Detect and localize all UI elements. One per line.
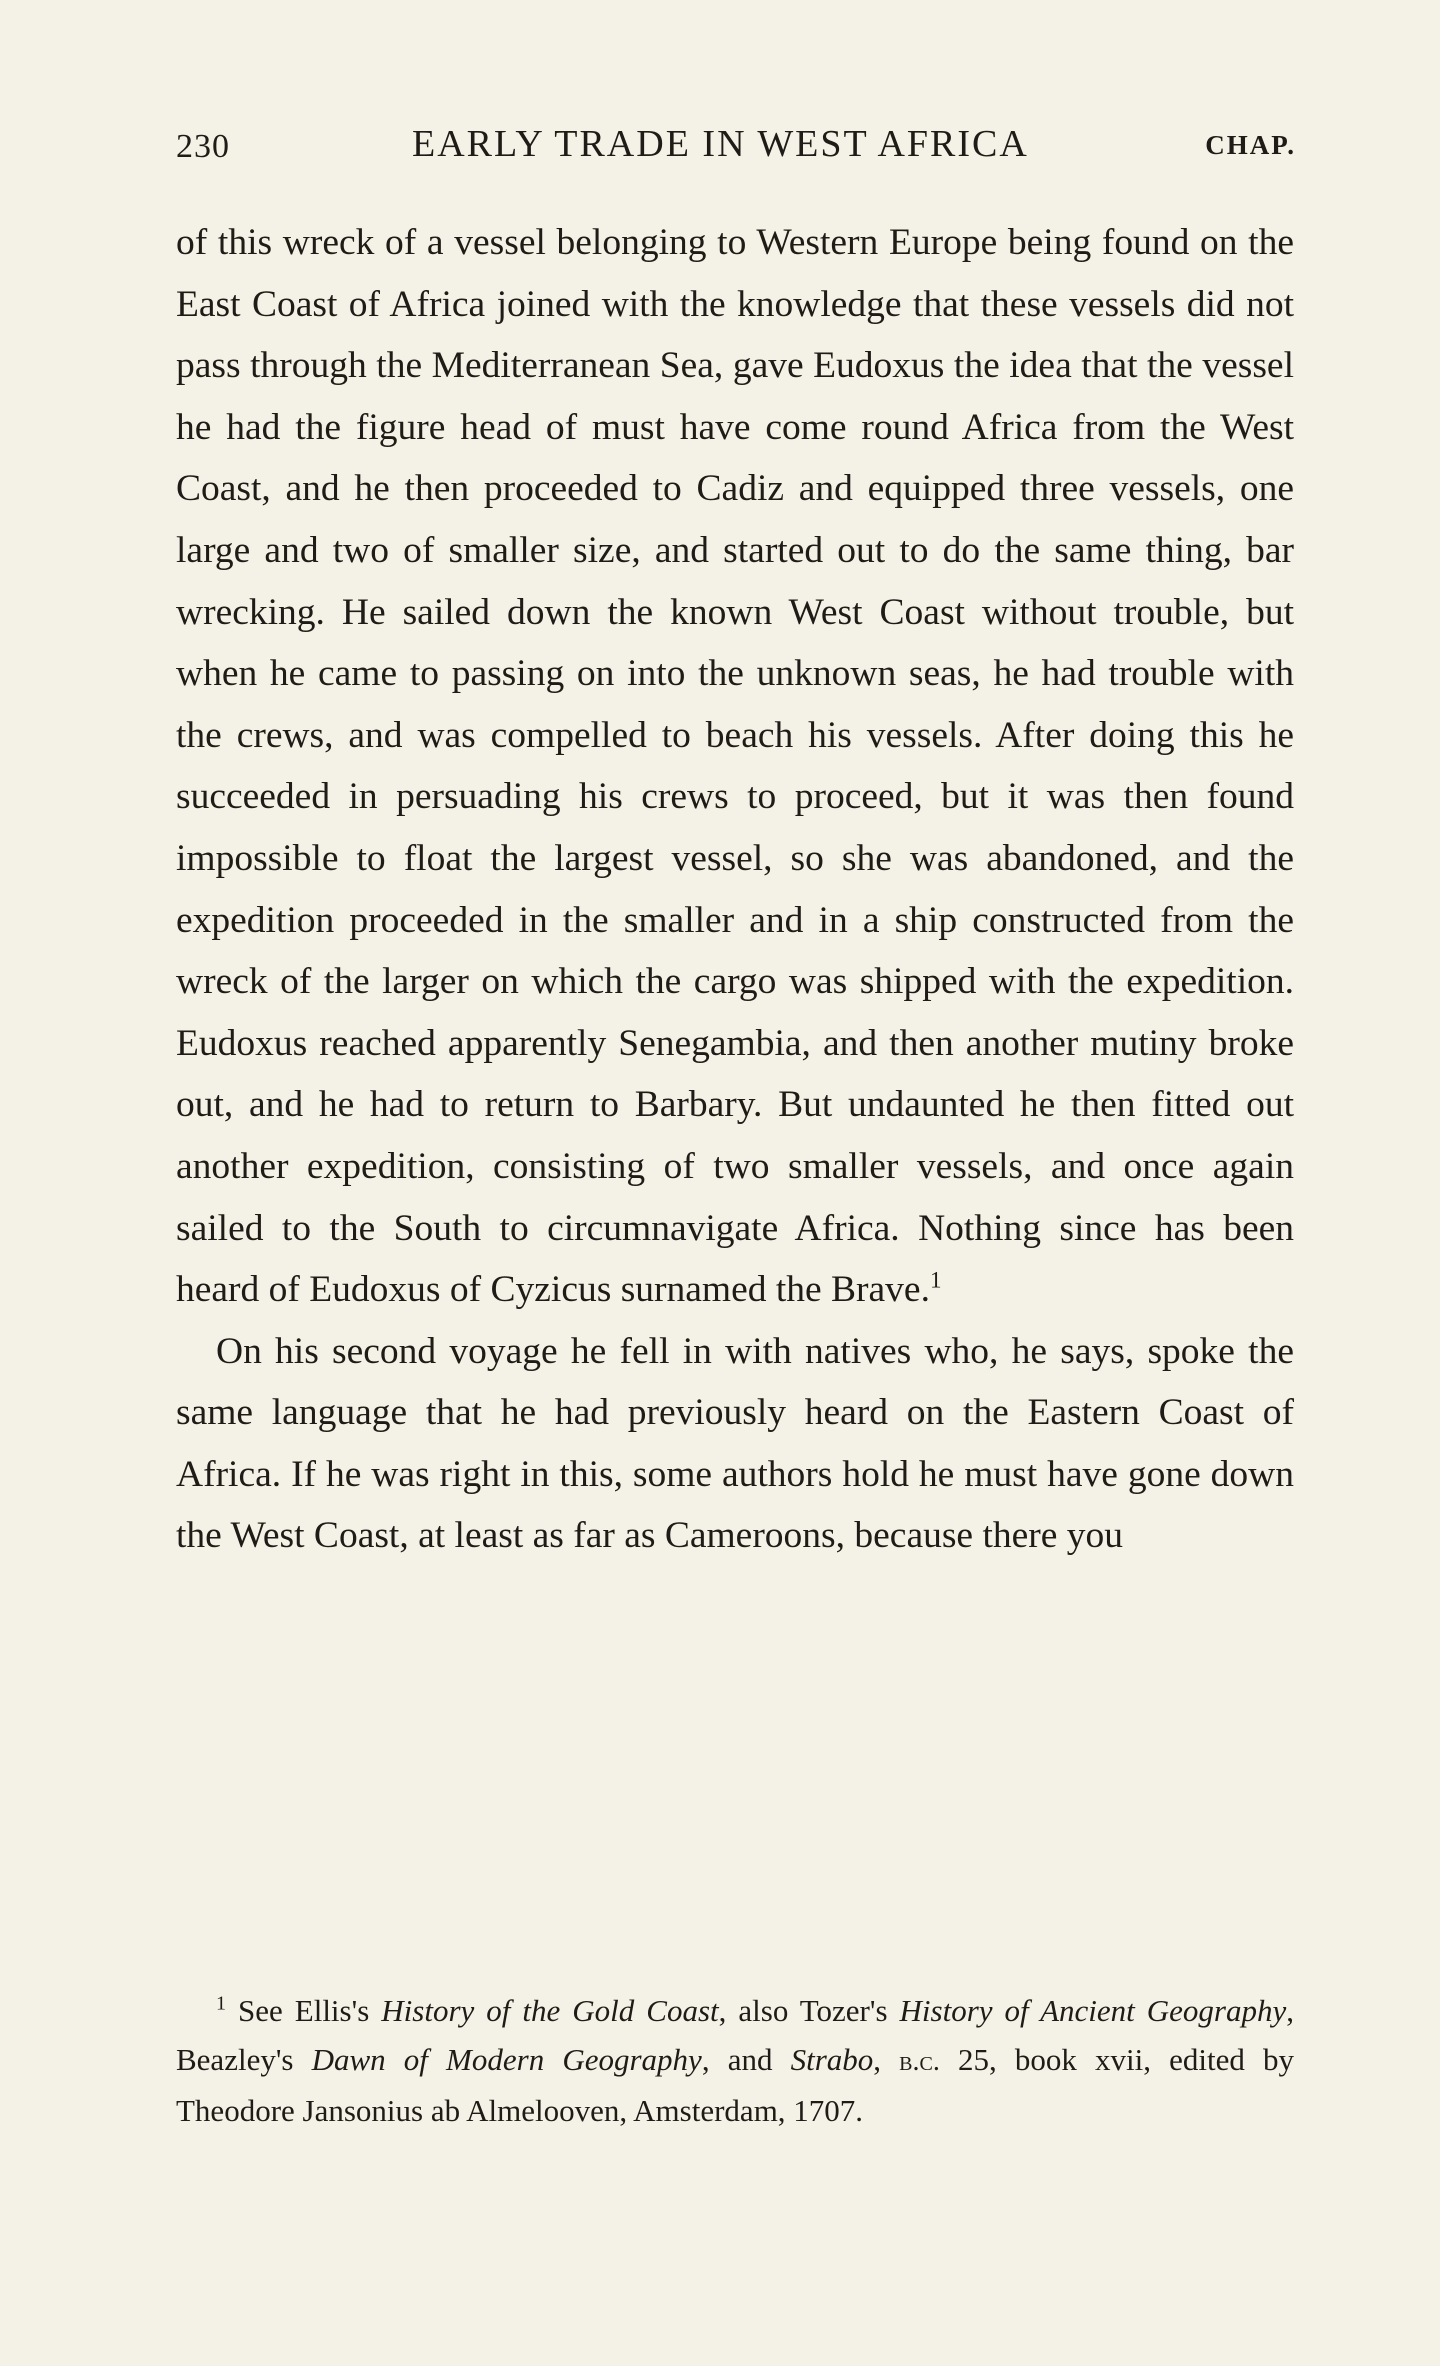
footnote-text-4: , and: [701, 2042, 791, 2077]
footnote-title-strabo: Strabo: [790, 2042, 874, 2077]
page-number: 230: [176, 128, 230, 165]
footnote-era-abbrev: b.c.: [899, 2046, 940, 2077]
footnote-text-6: 25, book xvii, edited by Theodore Jansonius ab Almelooven, Amsterdam, 1707.: [176, 2042, 1294, 2128]
footnote-title-dawn-modern-geography: Dawn of Modern Geography: [311, 2042, 702, 2077]
running-header: [176, 122, 1296, 174]
chapter-label: CHAP.: [1205, 130, 1296, 160]
paragraph-1-text: of this wreck of a vessel belonging to Western Europe being found on the East Coast of Africa joined with the knowledge that these vessels did not pass through the Mediterranean Sea, gave Eudoxus the idea that the vessel he had the figure head of must have come round Africa from the West Coast, and he then proceeded to Cadiz and equipped three vessels, one large and two of smaller size, and started out to do the same thing, bar wrecking. He sailed down the known West Coast without trouble, but when he came to passing on into the unknown seas, he had trouble with the crews, and was compelled to beach his vessels. After doing this he succeeded in persuading his crews to proceed, but it was then found impossible to float the largest vessel, so she was abandoned, and the expedition proceeded in the smaller and in a ship constructed from the wreck of the larger on which the cargo was shipped with the expedition. Eudoxus reached apparently Senegambia, and then another mutiny broke out, and he had to return to Barbary. But undaunted he then fitted out another expedition, consisting of two smaller vessels, and once again sailed to the South to circumnavigate Africa. Nothing since has been heard of Eudoxus of Cyzicus surnamed the Brave.: [176, 222, 1294, 1311]
footnote-text-1: See Ellis's: [226, 1993, 382, 2028]
footnote-text-5: ,: [873, 2042, 900, 2077]
footnote-title-ancient-geography: History of Ancient Geography: [899, 1993, 1287, 2028]
footnote-text-2: , also Tozer's: [718, 1993, 900, 2028]
running-title: EARLY TRADE IN WEST AFRICA: [412, 123, 1029, 165]
footnote: [176, 1986, 1294, 2135]
body-text: [176, 212, 1294, 1567]
paragraph-1: [176, 212, 1294, 1321]
footnote-marker: 1: [216, 1992, 226, 2015]
footnote-title-gold-coast: History of the Gold Coast: [381, 1993, 719, 2028]
paragraph-2: On his second voyage he fell in with natives who, he says, spoke the same language that he had previously heard on the Eastern Coast of Africa. If he was right in this, some authors hold he must have gone down the West Coast, at least as far as Cameroons, because there you: [176, 1330, 1294, 1557]
footnote-text-3: , Beazley's: [176, 1993, 1294, 2077]
footnote-reference: 1: [929, 1267, 942, 1293]
